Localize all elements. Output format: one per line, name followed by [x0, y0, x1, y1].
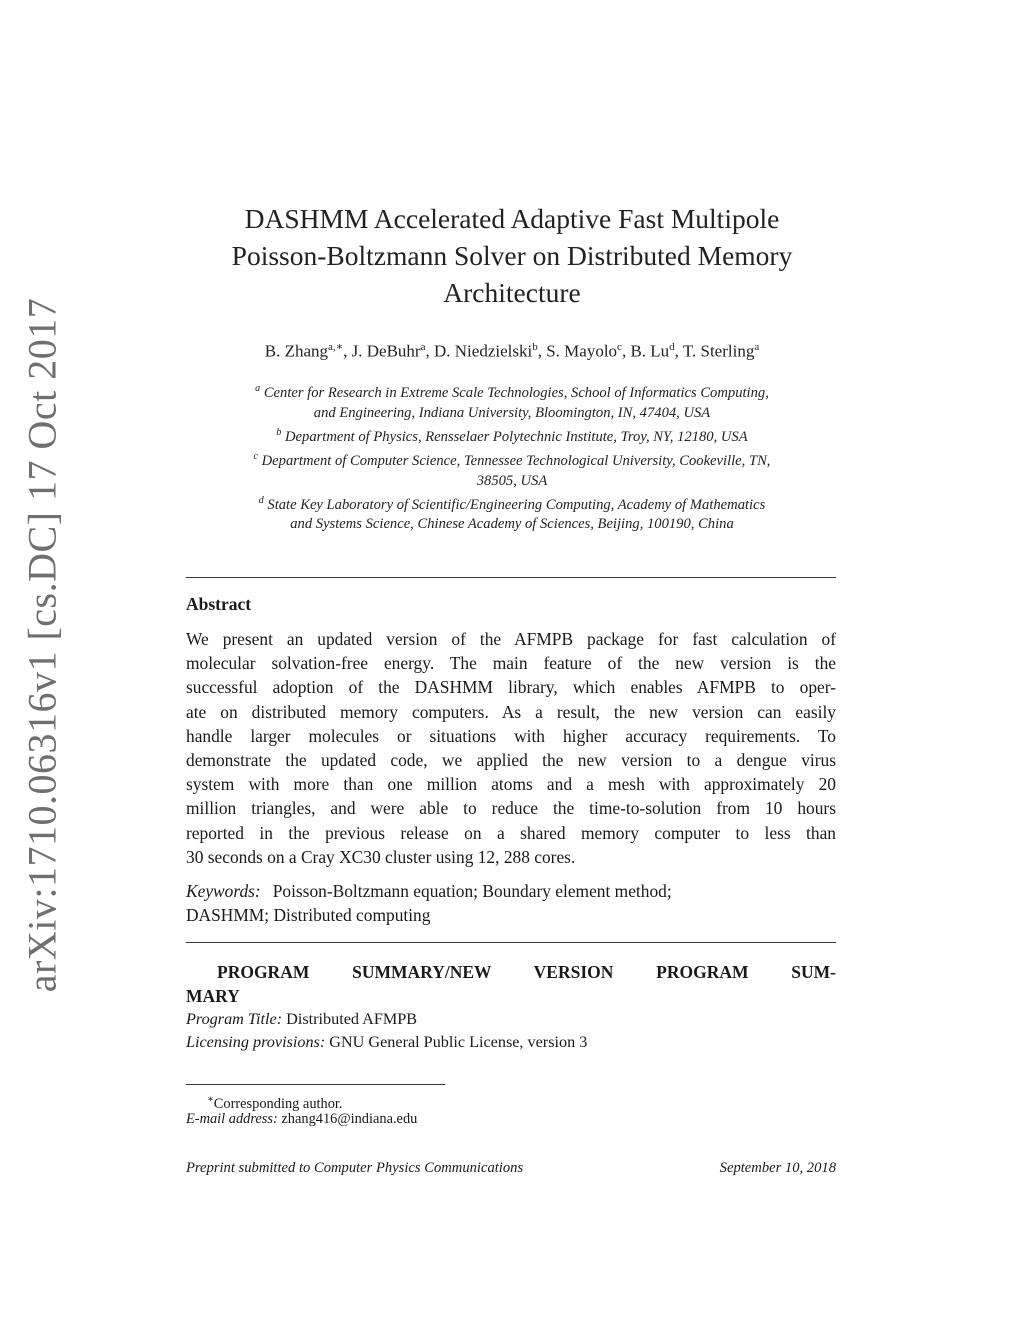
affiliation: $^a$ Center for Research in Extreme Scale Technologies, School of Informatics Computing, — [255, 383, 769, 401]
abstract-line: We present an updated version of the AFMPB package for fast calculation of — [186, 629, 836, 649]
email-address: zhang416@indiana.edu — [281, 1111, 418, 1127]
license-label: Licensing provisions: — [186, 1033, 326, 1051]
title-line: Architecture — [443, 277, 581, 308]
abstract-line: molecular solvation-free energy. The main feature of the new version is the — [186, 653, 836, 674]
abstract-line: 30 seconds on a Cray XC30 cluster using 12, 288 cores. — [186, 846, 576, 867]
abstract-line: system with more than one million atoms and a mesh with approximately 20 — [186, 774, 836, 795]
program-summary-heading: PROGRAM SUMMARY/NEW VERSION PROGRAM SUM- MARY — [186, 962, 836, 1007]
abstract-top-rule — [186, 577, 836, 578]
affiliation-list — [160, 379, 864, 534]
paper-title — [180, 200, 844, 311]
program-title — [186, 1008, 417, 1030]
author-affil-mark: c — [617, 341, 622, 353]
email-label: E-mail address: — [186, 1111, 278, 1127]
abstract-line: reported in the previous release on a shared memory computer to less than — [186, 822, 836, 843]
abstract-heading: Abstract — [186, 594, 252, 614]
abstract-line: handle larger molecules or situations with higher accuracy requirements. To — [186, 725, 836, 746]
author-name: S. Mayolo — [546, 341, 618, 361]
abstract-line: demonstrate the updated code, we applied the new version to a dengue virus — [186, 750, 836, 771]
licensing-provisions — [186, 1031, 587, 1053]
keywords-label: Keywords: — [186, 881, 261, 901]
author-name: B. Lu — [630, 341, 670, 361]
author-affil-mark: a,∗ — [328, 341, 344, 353]
abstract-line: successful adoption of the DASHMM library, which enables AFMPB to oper- — [186, 677, 836, 698]
keywords-line: Poisson-Boltzmann equation; Boundary element method; — [272, 881, 672, 901]
preprint-date: September 10, 2018 — [719, 1160, 836, 1176]
title-line: Poisson-Boltzmann Solver on Distributed Memory — [231, 240, 793, 271]
author-list: B. Zhang$^{a,∗}$, J. DeBuhr$^a$, D. Niedzielski$^b$, S. Mayolo$^c$, B. Lu$^d$, T. Sterling$^a$ — [264, 341, 760, 361]
affiliation-continued: and Systems Science, Chinese Academy of Sciences, Beijing, 100190, China — [290, 516, 734, 533]
corresponding-author-note: ∗Corresponding author. — [207, 1094, 343, 1112]
abstract-bottom-rule — [186, 942, 836, 943]
preprint-note: Preprint submitted to Computer Physics Communications — [186, 1160, 524, 1176]
author-affil-mark: d — [669, 341, 675, 353]
author-name: T. Sterling — [682, 341, 755, 361]
keywords — [186, 879, 836, 927]
affiliation-continued: 38505, USA — [476, 472, 548, 489]
affiliation-continued: and Engineering, Indiana University, Bloomington, IN, 47404, USA — [313, 404, 711, 421]
author-affil-mark: a — [420, 341, 426, 353]
author-name: D. Niedzielski — [434, 341, 533, 361]
keywords-line: DASHMM; Distributed computing — [186, 905, 431, 926]
abstract-body — [186, 627, 836, 869]
title-line: DASHMM Accelerated Adaptive Fast Multipole — [244, 203, 780, 234]
footnote-rule — [186, 1084, 445, 1085]
program-title-label: Program Title: — [186, 1010, 283, 1028]
affiliation: $^c$ Department of Computer Science, Tennessee Technological University, Cookeville, TN, — [253, 450, 771, 469]
author-name: B. Zhang — [264, 341, 329, 361]
arxiv-identifier: arXiv:1710.06316v1 [cs.DC] 17 Oct 2017 — [19, 297, 65, 993]
affiliation: $^d$ State Key Laboratory of Scientific/Engineering Computing, Academy of Mathematics — [258, 494, 766, 513]
author-name: J. DeBuhr — [351, 341, 421, 361]
program-title-value: Distributed AFMPB — [286, 1010, 418, 1028]
author-affil-mark: a — [754, 341, 760, 353]
abstract-line: million triangles, and were able to reduce the time-to-solution from 10 hours — [186, 798, 836, 819]
abstract-line: ate on distributed memory computers. As a result, the new version can easily — [186, 701, 836, 722]
email-note — [186, 1109, 417, 1129]
license-value: GNU General Public License, version 3 — [329, 1033, 588, 1051]
author-affil-mark: b — [532, 341, 538, 353]
affiliation: $^b$ Department of Physics, Rensselaer Polytechnic Institute, Troy, NY, 12180, USA — [276, 426, 748, 445]
